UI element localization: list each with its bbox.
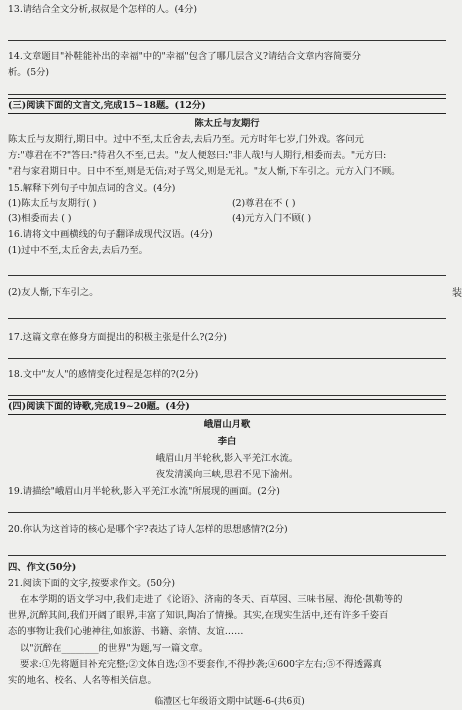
poem-title: 峨眉山月歌 bbox=[203, 419, 251, 430]
question-13: 13.请结合全文分析,叔叔是个怎样的人。(4分) bbox=[8, 4, 197, 15]
answer-line bbox=[8, 94, 446, 95]
poem-author: 李白 bbox=[217, 436, 237, 447]
passage-line-2: 方:"尊君在不?"答曰:"待君久不至,已去。"友人便怒曰:"非人哉!与人期行,相委而去。"元方曰: bbox=[8, 150, 387, 161]
question-20: 20.你认为这首诗的核心是哪个字?表达了诗人怎样的思想感情?(2分) bbox=[8, 524, 288, 535]
answer-line bbox=[8, 512, 446, 513]
question-16: 16.请将文中画横线的句子翻译成现代汉语。(4分) bbox=[8, 229, 213, 240]
answer-line bbox=[8, 358, 446, 359]
prompt-line-1: 在本学期的语文学习中,我们走进了《论语》、济南的冬天、百草园、三味书屋、海伦·凯勒等的 bbox=[20, 594, 403, 605]
question-14-line1: 14.文章题目"补鞋能补出的幸福"中的"幸福"包含了哪几层含义?请结合文章内容简要分 bbox=[8, 51, 361, 62]
answer-line bbox=[8, 275, 446, 276]
question-18: 18.文中"友人"的感情变化过程是怎样的?(2分) bbox=[8, 369, 199, 380]
page-footer: 临澧区七年级语文期中试题-6-(共6页) bbox=[154, 697, 305, 707]
question-16-sentence-2: (2)友人惭,下车引之。 bbox=[8, 287, 99, 298]
passage-line-1: 陈太丘与友期行,期日中。过中不至,太丘舍去,去后乃至。元方时年七岁,门外戏。客问元 bbox=[8, 134, 364, 145]
poem-verse-2: 夜发清溪向三峡,思君不见下渝州。 bbox=[155, 469, 299, 480]
question-17: 17.这篇文章在修身方面提出的积极主张是什么?(2分) bbox=[8, 332, 227, 343]
binding-margin-mark: 装 bbox=[452, 288, 462, 299]
question-15-item-4: (4)元方入门不顾( ) bbox=[232, 213, 312, 224]
poem-verse-1: 峨眉山月半轮秋,影入平羌江水流。 bbox=[155, 453, 299, 464]
question-19: 19.请描绘"峨眉山月半轮秋,影入平羌江水流"所展现的画面。(2分) bbox=[8, 486, 280, 497]
requirements-line-1: 要求:①先将题目补充完整;②文体自选;③不要套作,不得抄袭;④600字左右;⑤不得透露真 bbox=[20, 659, 382, 670]
answer-line bbox=[8, 318, 446, 319]
prompt-line-3: 态的事物让我们心驰神往,如旅游、书籍、亲情、友谊…… bbox=[8, 626, 244, 637]
answer-line bbox=[8, 395, 446, 396]
section-4-heading: (四)阅读下面的诗歌,完成19~20题。(4分) bbox=[8, 401, 190, 412]
question-14-line2: 析。(5分) bbox=[8, 67, 50, 78]
passage-line-3: "君与家君期日中。日中不至,则是无信;对子骂父,则是无礼。"友人惭,下车引之。元方入门不顾。 bbox=[8, 166, 401, 177]
question-15-item-1: (1)陈太丘与友期行( ) bbox=[8, 198, 97, 209]
prompt-line-4: 以"沉醉在________的世界"为题,写一篇文章。 bbox=[20, 643, 209, 654]
passage-title: 陈太丘与友期行 bbox=[194, 118, 260, 129]
answer-line bbox=[8, 555, 446, 556]
answer-line bbox=[8, 40, 446, 41]
section-3-heading: (三)阅读下面的文言文,完成15~18题。(12分) bbox=[8, 100, 206, 111]
question-15: 15.解释下列句子中加点词的含义。(4分) bbox=[8, 183, 176, 194]
question-15-item-3: (3)相委而去 ( ) bbox=[8, 213, 72, 224]
requirements-line-2: 实的地名、校名、人名等相关信息。 bbox=[8, 675, 157, 686]
question-16-sentence-1: (1)过中不至,太丘舍去,去后乃至。 bbox=[8, 245, 148, 256]
section-composition-heading: 四、作文(50分) bbox=[8, 562, 77, 573]
prompt-line-2: 世界,沉醉其间,我们开阔了眼界,丰富了知识,陶冶了情操。其实,在现实生活中,还有许多千姿百 bbox=[8, 610, 389, 621]
question-15-item-2: (2)尊君在不 ( ) bbox=[232, 198, 296, 209]
question-21: 21.阅读下面的文字,按要求作文。(50分) bbox=[8, 578, 175, 589]
